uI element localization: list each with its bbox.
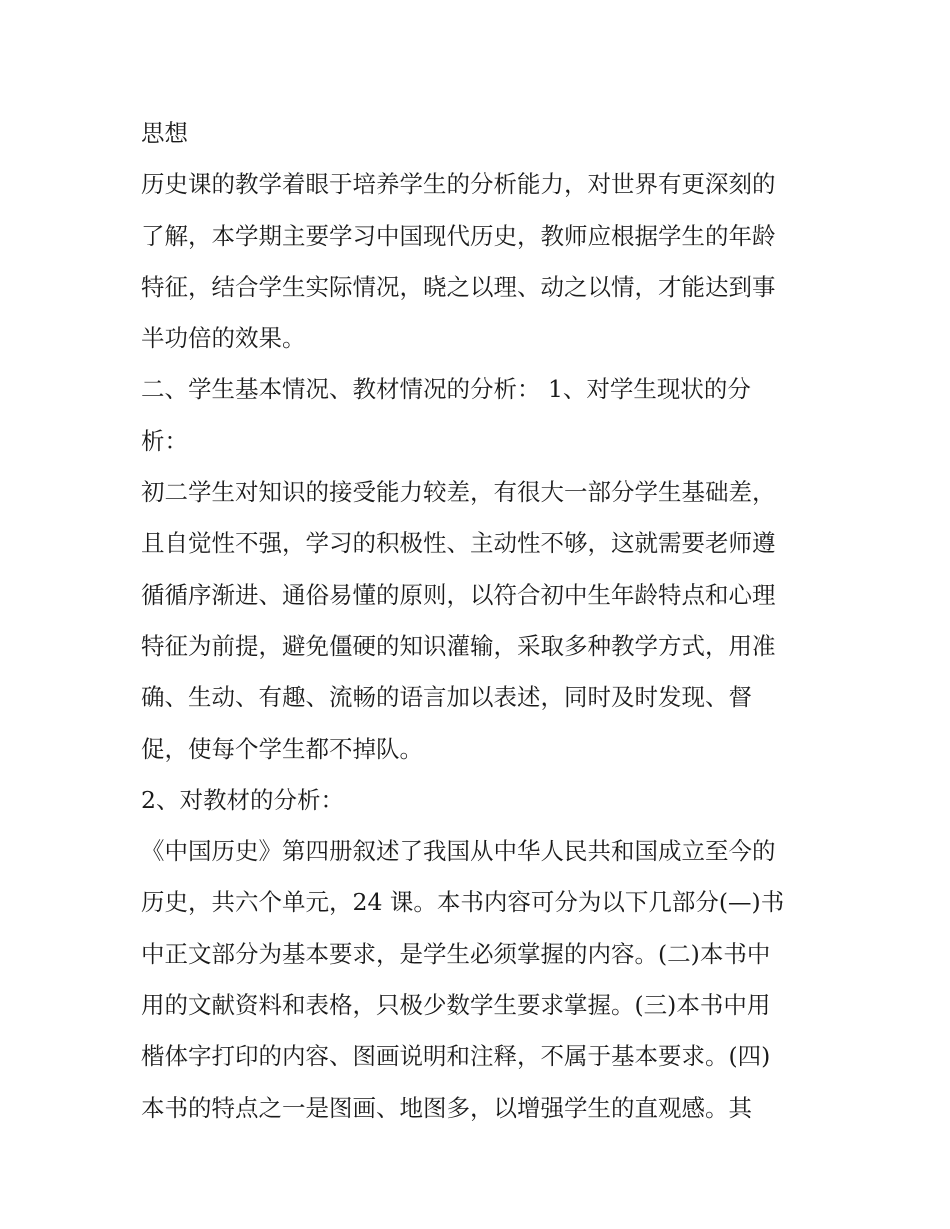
text-line-12: 确、生动、有趣、流畅的语言加以表述，同时及时发现、督 <box>141 683 752 712</box>
text-line-19: 楷体字打印的内容、图画说明和注释，不属于基本要求。(四) <box>141 1042 771 1071</box>
text-line-20: 本书的特点之一是图画、地图多，以增强学生的直观感。其 <box>141 1093 752 1122</box>
text-line-7: 析： <box>141 426 188 455</box>
text-line-18: 用的文献资料和表格，只极少数学生要求掌握。(三)本书中用 <box>141 991 771 1020</box>
section-heading-2: 二、学生基本情况、教材情况的分析： 1、对学生现状的分 <box>141 375 751 404</box>
text-line-11: 特征为前提，避免僵硬的知识灌输，采取多种教学方式，用准 <box>141 631 776 660</box>
text-line-15: 《中国历史》第四册叙述了我国从中华人民共和国成立至今的 <box>141 837 776 866</box>
text-line-17: 中正文部分为基本要求，是学生必须掌握的内容。(二)本书中 <box>141 939 771 968</box>
text-line-9: 且自觉性不强，学习的积极性、主动性不够，这就需要老师遵 <box>141 529 776 558</box>
subsection-heading-textbook: 2、对教材的分析： <box>141 785 344 814</box>
text-line-1: 思想 <box>141 119 188 147</box>
text-line-3: 了解，本学期主要学习中国现代历史，教师应根据学生的年龄 <box>141 221 776 250</box>
document-page <box>141 108 821 1134</box>
text-line-4: 特征，结合学生实际情况，晓之以理、动之以情，才能达到事 <box>141 272 776 301</box>
text-line-5: 半功倍的效果。 <box>141 324 306 353</box>
text-line-2: 历史课的教学着眼于培养学生的分析能力，对世界有更深刻的 <box>141 170 776 199</box>
text-line-13: 促，使每个学生都不掉队。 <box>141 734 423 763</box>
text-line-10: 循循序渐进、通俗易懂的原则，以符合初中生年龄特点和心理 <box>141 580 776 609</box>
text-line-8: 初二学生对知识的接受能力较差，有很大一部分学生基础差， <box>141 478 776 507</box>
text-line-16: 历史，共六个单元，24 课。本书内容可分为以下几部分(—)书 <box>141 888 785 917</box>
